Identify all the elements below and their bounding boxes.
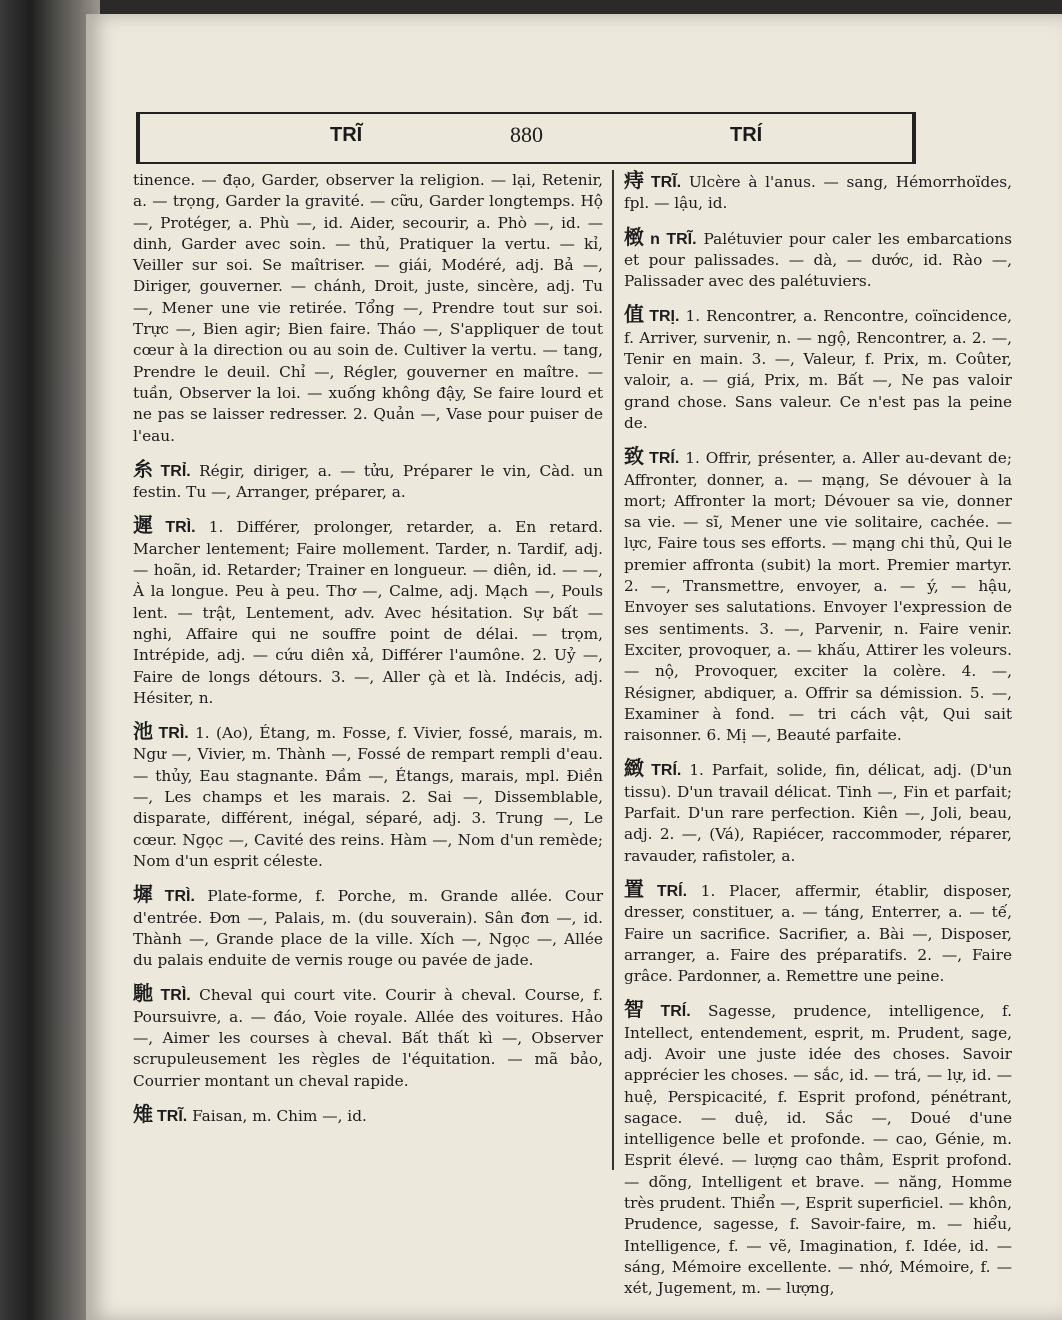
- headword: TRÌ.: [165, 519, 196, 537]
- entry-text: 1. Placer, affermir, établir, disposer, dresser, constituer, a. — táng, Enterrer, a. — tế, Faire un sacrifice. Sacrifier, a. Bài —, Disposer, arranger, a. Faire des préparatifs. 2. —, Faire grâce. Pardonner, a. Remettre une peine.: [624, 881, 1012, 986]
- entry-text: Plate-forme, f. Porche, m. Grande allée. Cour d'entrée. Đơn —, Palais, m. (du souverain). Sân đơn —, id. Thành —, Grande place de la ville. Xích —, Ngọc —, Allée du palais enduite de vernis rouge ou pavée de jade.: [133, 887, 604, 970]
- headword: TRÌ.: [160, 987, 191, 1005]
- entry-text: Ulcère à l'anus. — sang, Hémorrhoïdes, fpl. — lậu, id.: [624, 173, 1012, 213]
- headword: TRỊ.: [649, 308, 680, 326]
- right-column: [624, 170, 1012, 1312]
- chinese-character: 雉: [133, 1101, 153, 1126]
- dictionary-entry: [133, 884, 603, 971]
- chinese-character: 置: [624, 876, 653, 901]
- book-spine: [0, 0, 100, 1320]
- entry-text: 1. Offrir, présenter, a. Aller au-devant de; Affronter, donner, a. — mạng, Se dévouer à la mort; Affronter la mort; Dévouer sa vie, donner sa vie. — sĩ, Mener une vie solitaire, cachée. — lực, Faire tous ses efforts. — mạng chi thủ, Qui le premier affronta (subit) la mort. Premier martyr. 2. —, Transmettre, envoyer, a. — ý, — hậu, Envoyer ses salutations. Envoyer l'expression de ses sentiments. 3. —, Parvenir, n. Faire venir. Exciter, provoquer, a. — khấu, Attirer les voleurs. — nộ, Provoquer, exciter la colère. 4. —, Résigner, abdiquer, a. Offrir sa démission. 5. —, Examiner à fond. — tri cách vật, Qui sait raisonner. 6. Mị —, Beauté parfaite.: [624, 449, 1012, 745]
- chinese-character: 㮹: [624, 224, 647, 249]
- dictionary-entry: [133, 515, 603, 709]
- entry-text: Sagesse, prudence, intelligence, f. Intellect, entendement, esprit, m. Prudent, sage, adj. Avoir une juste idée des choses. Savoir apprécier les choses. — sắc, id. — trá, — lự, id. — huệ, Perspicacité, f. Esprit profond, pénétrant, sagace. — duệ, id. Sắc —, Doué d'une intelligence belle et profonde. — cao, Génie, m. Esprit élevé. — lượng cao thâm, Esprit profond. — dõng, Intelligent et brave. — năng, Homme très prudent. Thiển —, Esprit superficiel. — khôn, Prudence, sagesse, f. Savoir-faire, m. — hiểu, Intelligence, f. — vẽ, Imagination, f. Idée, id. — sáng, Mémoire excellente. — nhớ, Mémoire, f. — xét, Jugement, m. — lượng,: [624, 1002, 1012, 1298]
- dictionary-entry: [133, 1101, 603, 1127]
- chinese-character: 值: [624, 302, 646, 327]
- headword: TRỈ.: [160, 462, 191, 480]
- dictionary-entry: [624, 999, 1012, 1299]
- chinese-character: 池: [133, 719, 155, 744]
- headword: n TRĨ.: [650, 230, 697, 248]
- entry-text: tinence. — đạo, Garder, observer la religion. — lại, Retenir, a. — trọng, Garder la gravité. — cữu, Garder longtemps. Hộ —, Protéger, a. Phù —, id. Aider, secourir, a. Phò —, id. — dinh, Garder avec soin. — thủ, Pratiquer la vertu. — kỉ, Veiller sur soi. Se maîtriser. — giái, Modéré, adj. Bả —, Diriger, gouverner. — chánh, Droit, juste, sincère, adj. Tu —, Mener une vie retirée. Tổng —, Prendre tout sur soi. Trực —, Bien agir; Bien faire. Tháo —, S'appliquer de tout cœur à la direction ou au soin de. Cultiver la vertu. — tang, Prendre le deuil. Chỉ —, Régler, gouverner en maître. — tuần, Observer la loi. — xuống không đậy, Se faire lourd et ne pas se laisser redresser. 2. Quản —, Vase pour puiser de l'eau.: [133, 171, 603, 445]
- dictionary-entry: [624, 170, 1012, 215]
- chinese-character: 馳: [133, 981, 157, 1006]
- dictionary-entry: [133, 721, 603, 872]
- entry-text: 1. Rencontrer, a. Rencontre, coïncidence, f. Arriver, survenir, n. — ngộ, Rencontrer, a. 2. —, Tenir en main. 3. —, Valeur, f. Prix, m. Coûter, valoir, a. — giá, Prix, m. Bất —, Ne pas valoir grand chose. Sans valeur. Ce n'est pas la peine de.: [624, 307, 1013, 432]
- dictionary-entry: [624, 446, 1012, 746]
- chinese-character: 糸: [133, 456, 157, 481]
- entry-text: 1. Différer, prolonger, retarder, a. En retard. Marcher lentement; Faire mollement. Tarder, n. Tardif, adj. — hoãn, id. Retarder; Trainer en longueur. — diên, id. — —, À la longue. Peu à peu. Thơ —, Calme, adj. Mạch —, Pouls lent. — trật, Lentement, adv. Avec hésitation. Sự bất — nghi, Affaire qui ne souffre point de délai. — trọm, Intrépide, adj. — cứu diên xả, Différer l'aumône. 2. Uỷ —, Faire de longs détours. 3. —, Aller çà et là. Indécis, adj. Hésiter, n.: [133, 518, 603, 707]
- headword: TRÌ.: [164, 888, 195, 906]
- dictionary-entry: [624, 758, 1012, 866]
- headword: TRĨ.: [650, 174, 682, 191]
- dictionary-entry: [624, 876, 1012, 987]
- headword: TRÍ.: [649, 450, 680, 468]
- column-divider: [612, 170, 614, 1170]
- headword: TRĨ.: [157, 1107, 188, 1125]
- page-number: 880: [510, 122, 543, 147]
- headword: TRÌ.: [158, 725, 189, 743]
- header-right-word: TRÍ: [730, 124, 763, 146]
- entry-text: Cheval qui court vite. Courir à cheval. Course, f. Poursuivre, a. — đáo, Voie royale. Allée des voitures. Hảo —, Aimer les courses à cheval. Bất thất kì —, Observer scrupuleusement les règles de l'équitation. — mã bảo, Courrier montant un cheval rapide.: [133, 986, 603, 1090]
- header-left-word: TRĨ: [330, 124, 363, 146]
- headword: TRÍ.: [651, 762, 682, 780]
- dictionary-entry: [133, 983, 603, 1091]
- page-header: [136, 112, 916, 164]
- dictionary-entry: [133, 170, 603, 447]
- entry-text: 1. (Ao), Étang, m. Fosse, f. Vivier, fossé, marais, m. Ngư —, Vivier, m. Thành —, Fossé de rempart rempli d'eau. — thủy, Eau stagnante. Đầm —, Étangs, marais, mpl. Điền —, Les champs et les marais. 2. Sai —, Dissemblable, disparate, différent, inégal, séparé, adj. 3. Trung —, Le cœur. Ngọc —, Cavité des reins. Hàm —, Nom d'un remède; Nom d'un esprit céleste.: [133, 724, 603, 870]
- chinese-character: 緻: [624, 756, 648, 781]
- left-column: [133, 170, 603, 1139]
- chinese-character: 智: [624, 997, 657, 1022]
- chinese-character: 墀: [133, 882, 161, 907]
- entry-text: Palétuvier pour caler les embarcations et pour palissades. — dà, — dước, id. Rào —, Palissader avec des palétuviers.: [624, 229, 1013, 291]
- entry-text: 1. Parfait, solide, fin, délicat, adj. (D'un tissu). D'un travail délicat. Tinh —, Fin et parfait; Parfait. D'un rare perfection. Kiên —, Joli, beau, adj. 2. —, (Vá), Rapiécer, raccommoder, réparer, ravauder, rafistoler, a.: [624, 761, 1012, 865]
- entry-text: Régir, diriger, a. — tửu, Préparer le vin, Càd. un festin. Tu —, Arranger, préparer, a.: [133, 461, 604, 502]
- headword: TRÍ.: [656, 882, 688, 900]
- chinese-character: 遲: [133, 513, 162, 538]
- chinese-character: 痔: [624, 168, 647, 192]
- dictionary-entry: [133, 456, 604, 504]
- dictionary-entry: [624, 304, 1012, 434]
- entry-text: Faisan, m. Chim —, id.: [192, 1106, 367, 1125]
- chinese-character: 致: [624, 444, 646, 469]
- headword: TRÍ.: [660, 1003, 691, 1021]
- dictionary-entry: [624, 224, 1013, 293]
